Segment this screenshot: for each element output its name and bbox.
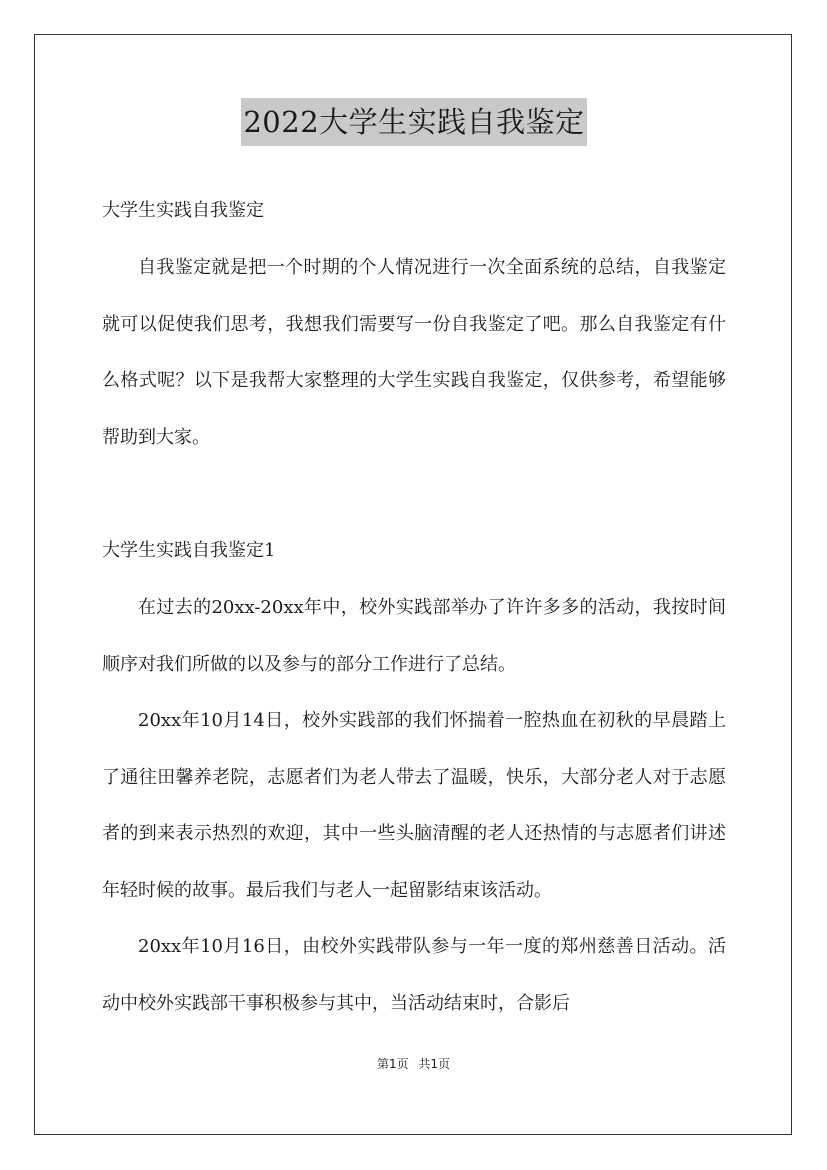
document-body <box>102 98 726 1032</box>
page-footer <box>0 1055 827 1072</box>
document-title: 2022大学生实践自我鉴定 <box>241 98 586 146</box>
body-paragraph: 20xx年10月14日，校外实践部的我们怀揣着一腔热血在初秋的早晨踏上了通往田馨养老院，志愿者们为老人带去了温暖，快乐，大部分老人对于志愿者的到来表示热烈的欢迎，其中一些头脑清醒的老人还热情的与志愿者们讲述年轻时候的故事。最后我们与老人一起留影结束该活动。 <box>102 710 726 901</box>
body-paragraph: 在过去的20xx-20xx年中，校外实践部举办了许许多多的活动，我按时间顺序对我们所做的以及参与的部分工作进行了总结。 <box>102 597 726 675</box>
section-heading: 大学生实践自我鉴定1 <box>102 540 276 561</box>
intro-paragraph: 自我鉴定就是把一个时期的个人情况进行一次全面系统的总结，自我鉴定就可以促使我们思考，我想我们需要写一份自我鉴定了吧。那么自我鉴定有什么格式呢？以下是我帮大家整理的大学生实践自我鉴定，仅供参考，希望能够帮助到大家。 <box>102 257 726 448</box>
section-gap <box>102 466 726 522</box>
body-paragraph: 20xx年10月16日，由校外实践带队参与一年一度的郑州慈善日活动。活动中校外实践部干事积极参与其中，当活动结束时，合影后 <box>102 936 726 1014</box>
title-wrap <box>102 98 726 146</box>
page-total: 共1页 <box>418 1057 451 1071</box>
page-number: 第1页 <box>376 1057 409 1071</box>
intro-heading: 大学生实践自我鉴定 <box>102 200 264 221</box>
